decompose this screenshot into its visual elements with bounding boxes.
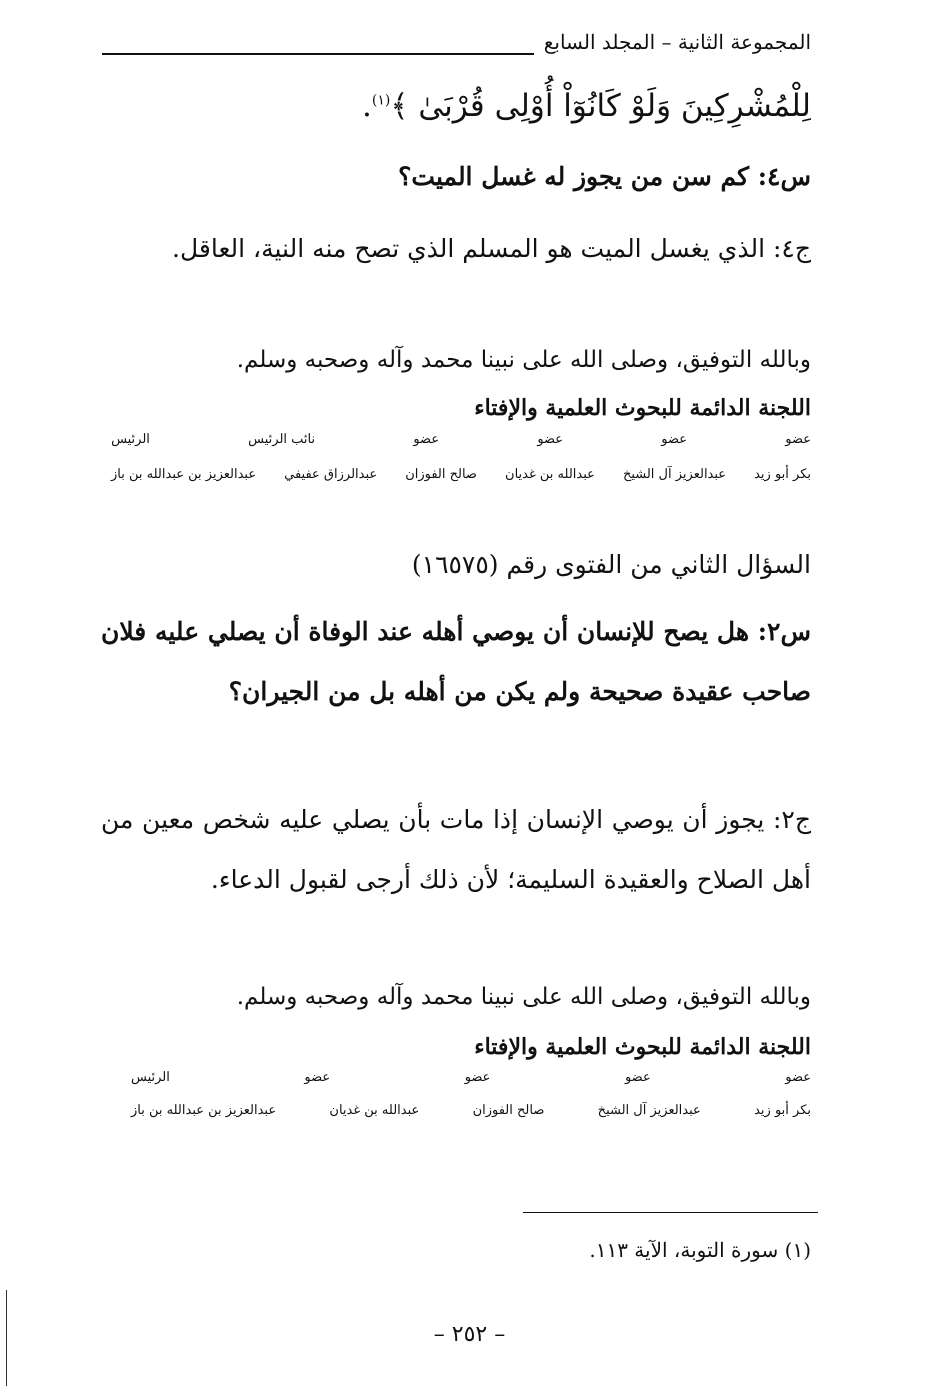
closing-formula-2: وبالله التوفيق، وصلى الله على نبينا محمد وآله وصحبه وسلم. [236,984,811,1010]
closing-formula-1: وبالله التوفيق، وصلى الله على نبينا محمد وآله وصحبه وسلم. [236,347,811,373]
signature-role: عضو [413,432,440,447]
signature-role: الرئيس [131,1070,170,1085]
header-rule [102,53,534,55]
question-2-label: س٢: [757,617,811,646]
signature-names-1 [111,467,811,482]
running-header: المجموعة الثانية – المجلد السابع [543,30,811,54]
signature-name: عبدالرزاق عفيفي [284,467,378,482]
signature-role: عضو [537,432,564,447]
signature-name: بكر أبو زيد [754,1103,811,1118]
committee-name-2: اللجنة الدائمة للبحوث العلمية والإفتاء [474,1034,811,1060]
question-2 [101,602,811,722]
footnote-text: (١) سورة التوبة، الآية ١١٣. [589,1238,811,1262]
signature-block-2 [131,1070,811,1118]
signature-name: عبدالعزيز بن عبدالله بن باز [131,1103,277,1118]
signature-role: عضو [661,432,688,447]
signature-role: عضو [785,1070,811,1085]
question-4 [101,152,811,202]
signature-role: نائب الرئيس [248,432,316,447]
signature-name: عبدالله بن غديان [505,467,595,482]
signature-roles-2 [131,1070,811,1085]
answer-4-text: الذي يغسل الميت هو المسلم الذي تصح منه النية، العاقل. [172,234,766,263]
committee-name-1: اللجنة الدائمة للبحوث العلمية والإفتاء [474,395,811,421]
scan-edge-line [6,1290,7,1386]
footnote-ref: (١) [371,92,391,109]
quran-verse-line [362,88,811,124]
quran-verse-text: لِلْمُشْرِكِينَ وَلَوْ كَانُوٓاْ أُوْلِى قُرْبَىٰ ﴾ [390,88,811,124]
answer-2-text: يجوز أن يوصي الإنسان إذا مات بأن يصلي عليه شخص معين من أهل الصلاح والعقيدة السليمة؛ لأن ذلك أرجى لقبول الدعاء. [101,805,811,894]
signature-name: عبدالعزيز بن عبدالله بن باز [111,467,257,482]
signature-names-2 [131,1103,811,1118]
question-4-label: س٤: [757,162,811,191]
answer-4 [101,218,811,280]
signature-role: الرئيس [111,432,150,447]
signature-name: عبدالله بن غديان [329,1103,420,1118]
signature-role: عضو [785,432,811,447]
signature-name: بكر أبو زيد [754,467,811,482]
signature-name: عبدالعزيز آل الشيخ [597,1103,701,1118]
footnote-rule [523,1212,818,1213]
question-4-text: كم سن من يجوز له غسل الميت؟ [398,162,750,191]
signature-role: عضو [464,1070,491,1085]
signature-name: عبدالعزيز آل الشيخ [622,467,727,482]
signature-role: عضو [624,1070,651,1085]
verse-end-period: . [361,88,372,124]
page-number: – ٢٥٢ – [433,1322,506,1347]
signature-name: صالح الفوزان [472,1103,545,1118]
signature-role: عضو [304,1070,331,1085]
answer-2 [101,790,811,910]
signature-name: صالح الفوزان [405,467,477,482]
signature-roles-1 [111,432,811,447]
signature-block-1 [111,432,811,482]
answer-2-label: ج٢: [772,805,811,834]
fatwa-intro: السؤال الثاني من الفتوى رقم (١٦٥٧٥) [411,550,811,579]
question-2-text: هل يصح للإنسان أن يوصي أهله عند الوفاة أن يصلي عليه فلان صاحب عقيدة صحيحة ولم يكن من أهله بل من الجيران؟ [101,617,811,706]
answer-4-label: ج٤: [772,234,811,263]
